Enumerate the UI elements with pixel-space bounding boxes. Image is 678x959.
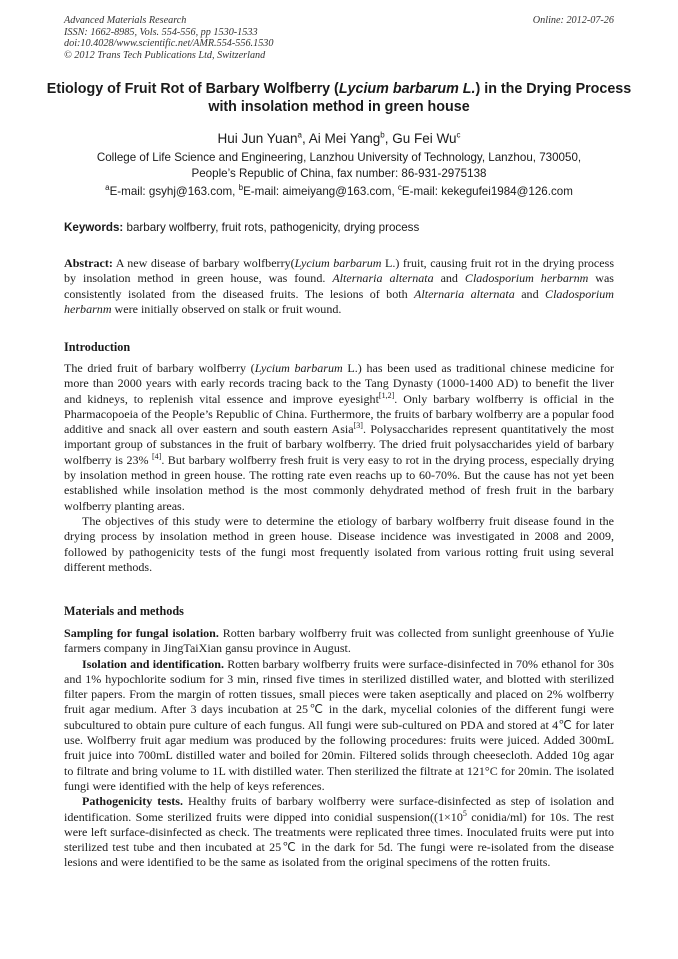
citation: [3] xyxy=(353,421,363,431)
abstract: Abstract: A new disease of barbary wolfberry(Lycium barbarum L.) fruit, causing fruit rot in the drying process by insolation method in green house, was found. Alternaria alternata and Cladosporium herbarnm was consistently isolated from the diseased fruits. The lesions of both Alternaria alternata and Cladosporium herbarnm were initially observed on stalk or fruit wound. xyxy=(64,256,615,316)
journal-name: Advanced Materials Research xyxy=(64,15,187,26)
author-name: , Ai Mei Yang xyxy=(301,131,381,146)
doi-line: doi:10.4028/www.scientific.net/AMR.554-556.1530 xyxy=(64,38,274,50)
paper-title: Etiology of Fruit Rot of Barbary Wolfberry (Lycium barbarum L.) in the Drying Process with insolation method in green house xyxy=(46,81,632,115)
online-date: Online: 2012-07-26 xyxy=(532,15,614,26)
citation: [1,2] xyxy=(378,390,395,400)
paragraph: Pathogenicity tests. Healthy fruits of barbary wolfberry were surface-disinfected as step of isolation and identification. Some sterilized fruits were dipped into conidial $suspension((1\times 10^5$ conidia/ml) for 10s. The rest were left surface-disinfected as check. The treatments were replicated three times. Inoculated fruits were put into sterilized test tube and then incubated at 25℃ in the dark for 5d. The fungi were re-isolated from the disease lesions and were identified to be the same as isolated from the original specimens of the rotten fruits. xyxy=(64,794,614,870)
paragraph: Isolation and identification. Rotten barbary wolfberry fruits were surface-disinfected in 70% ethanol for 30s and 1% hypochlorite sodium for 3 min, rinsed five times in sterilized distilled water, and blotted with sterilized filter papers. From the margin of rotten tissues, small pieces were taken aseptically and placed on 2% wolfberry fruit agar medium. After 3 days incubation at 25℃ in the dark, mycelial colonies of the different fungi were subcultured to obtain pure culture of each fungus. All fungi were sub-cultured on PDA and stored at 4℃ for later use. Wolfberry fruit agar medium was produced by the following procedures: fruits were juiced. Added 300mL fruit juice into 700mL distilled water and boiled for 20min. Filtered solids through cheesecloth. Added 10g agar to filtrate and bring volume to 1L with distilled water. Then sterilized the filtrate at 121°C for 20min. The isolated fungi were identified with the help of keys references. xyxy=(64,656,614,793)
journal-header xyxy=(64,15,273,61)
methods-body xyxy=(64,626,614,871)
section-heading-introduction: Introduction xyxy=(64,340,131,354)
keywords: Keywords: barbary wolfberry, fruit rots, pathogenicity, drying process xyxy=(64,221,420,234)
author-emails: $^a$E-mail: gsyhj@163.com, $^b$E-mail: aimeiyang@163.com, $^c$E-mail: kekegufei1984@126.com xyxy=(105,183,573,198)
affiliation: College of Life Science and Engineering, Lanzhou University of Technology, Lanzhou, 730050, People’s Republic of China, fax number: 86-931-2975138 xyxy=(96,151,582,180)
introduction-body xyxy=(64,361,614,575)
paragraph: The objectives of this study were to determine the etiology of barbary wolfberry fruit disease found in the drying process by insolation method in green house. Disease incidence was investigated in 2008 and 2009, followed by pathogenicity tests of the fungi most frequently isolated from various rotting fruit using several different methods. xyxy=(64,513,614,574)
author-name: , Gu Fei Wu xyxy=(384,131,457,146)
keywords-label: Keywords: xyxy=(64,221,124,234)
author-name: Hui Jun Yuan xyxy=(217,131,298,146)
section-heading-methods: Materials and methods xyxy=(64,604,184,618)
subsection-lead: Isolation and identification. xyxy=(82,656,224,671)
subsection-lead: Sampling for fungal isolation. xyxy=(64,626,219,640)
subsection-lead: Pathogenicity tests. xyxy=(82,794,183,809)
author-list: Hui Jun Yuan$^a$, Ai Mei Yang$^b$, Gu Fei Wu$^c$ xyxy=(217,130,461,146)
title-species: Lycium barbarum L. xyxy=(338,81,476,97)
citation: [4] xyxy=(151,451,162,461)
paragraph: Sampling for fungal isolation. Rotten barbary wolfberry fruit was collected from sunlight greenhouse of YuJie farmers company in JingTaiXian gansu province in August. xyxy=(64,626,614,656)
abstract-label: Abstract: xyxy=(64,256,113,270)
issn-line: ISSN: 1662-8985, Vols. 554-556, pp 1530-1533 xyxy=(64,26,258,38)
copyright-line: © 2012 Trans Tech Publications Ltd, Switzerland xyxy=(64,49,266,61)
paragraph: The dried fruit of barbary wolfberry (Lycium barbarum L.) has been used as traditional chinese medicine for more than 2000 years with early records tracing back to the Tang Dynasty (1000-1400 AD) to benefit the liver and kidneys, to replenish vital essence and improve eyesight[1,2]. Only barbary wolfberry is official in the Pharmacopoeia of the People’s Republic of China. Furthermore, the fruits of barbary wolfberry are a popular food additive and snack all over eastern and south eastern Asia[3]. Polysaccharides represent quantitatively the most important group of substances in the fruit of barbary wolfberry. The dried fruit polysaccharides yield of barbary wolfberry is 23% [4]. But barbary wolfberry fresh fruit is very easy to rot in the drying process, especially drying by insolation method in green house. The rotting rate even reachs up to 60-70%. But the cause has not yet been established while insolation method is the most commonly dehydrated method of fresh fruit in the barbary wolfberry planting areas. xyxy=(64,361,614,513)
